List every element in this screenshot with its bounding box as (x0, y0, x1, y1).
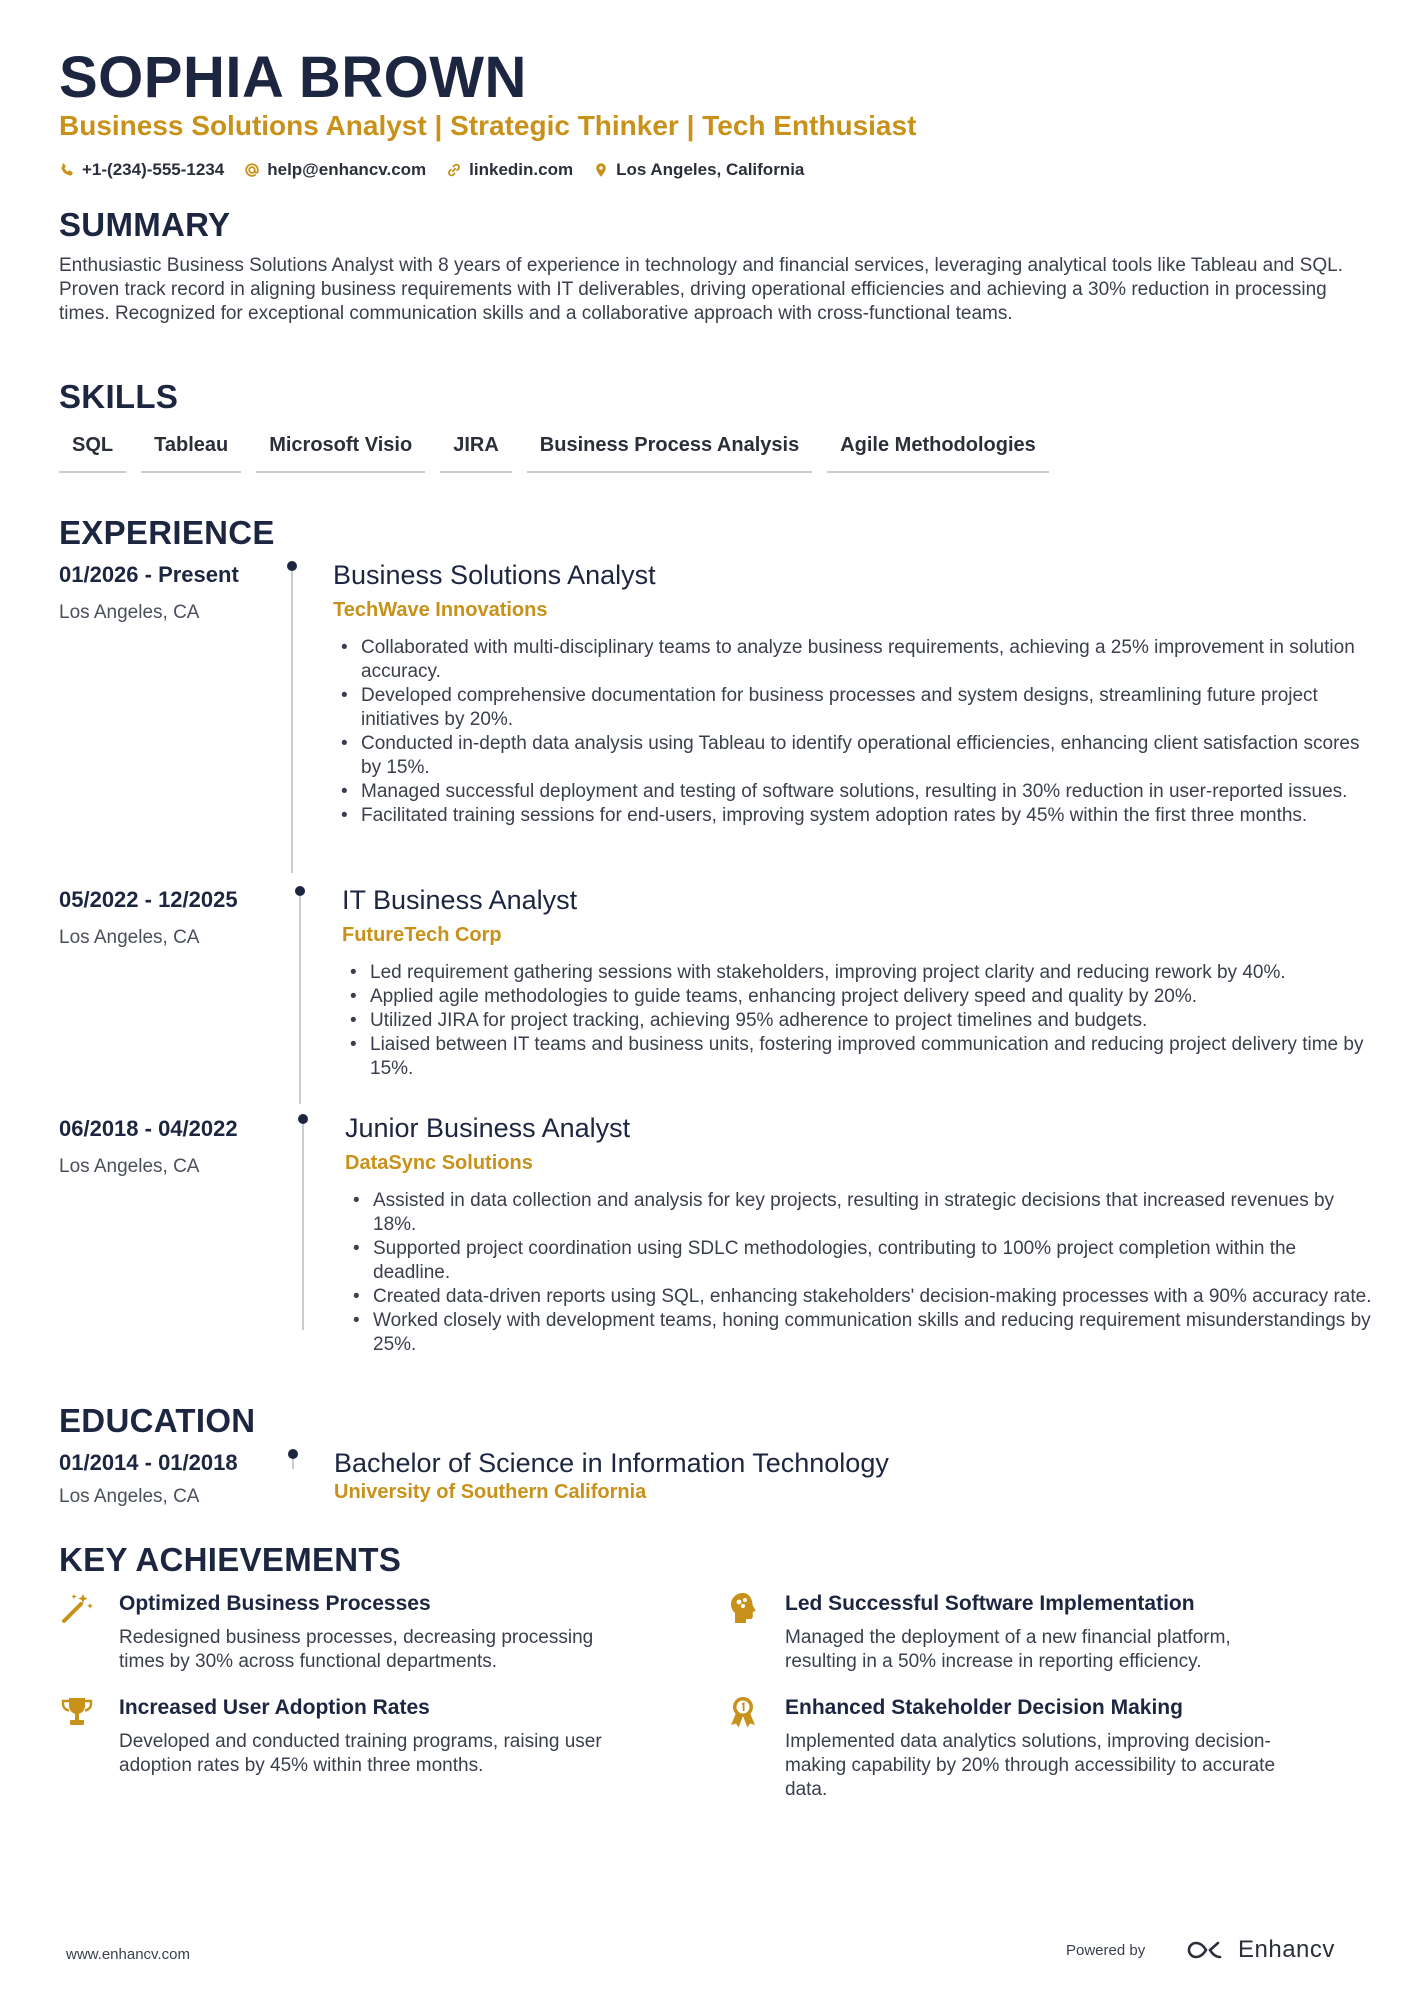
education-details (334, 1448, 1364, 1504)
job-bullet: • Applied agile methodologies to guide teams, enhancing project delivery speed and quality by 20%. (342, 985, 1372, 1009)
enhancv-logo-icon (1186, 1939, 1230, 1961)
job-bullet: • Developed comprehensive documentation for business processes and system designs, streamlining future project initiatives by 20%. (333, 684, 1363, 732)
job-2-meta (59, 887, 289, 949)
job-dates: 05/2022 - 12/2025 (59, 887, 238, 912)
enhancv-logo[interactable] (1186, 1936, 1335, 1964)
job-title: IT Business Analyst (342, 885, 578, 915)
skill-tag: JIRA (440, 434, 512, 473)
job-bullet: • Assisted in data collection and analysis for key projects, resulting in strategic decisions that increased revenues by 18%. (345, 1189, 1375, 1237)
job-bullet: • Supported project coordination using SDLC methodologies, contributing to 100% project completion within the deadline. (345, 1237, 1375, 1285)
summary-text: Enthusiastic Business Solutions Analyst with 8 years of experience in technology and financial services, leveraging analytical tools like Tableau and SQL. Proven track record in aligning business requirements with IT deliverables, driving operational efficiencies and achieving a 30% reduction in processing times. Recognized for exceptional communication skills and a collaborative approach with cross-functional teams. (59, 255, 1343, 324)
award-ribbon-icon (725, 1694, 761, 1730)
candidate-name: SOPHIA BROWN (59, 45, 527, 110)
job-bullets (342, 961, 1372, 1081)
job-bullet: • Utilized JIRA for project tracking, achieving 95% adherence to project timelines and budgets. (342, 1009, 1372, 1033)
job-bullet: • Collaborated with multi-disciplinary teams to analyze business requirements, achieving a 25% improvement in solution accuracy. (333, 636, 1363, 684)
achievement-desc: Developed and conducted training programs, raising user adoption rates by 45% within three months. (119, 1731, 602, 1776)
head-brain-icon (725, 1590, 761, 1626)
job-location: Los Angeles, CA (59, 1156, 200, 1177)
timeline-line (291, 571, 293, 873)
contact-phone-text: +1-(234)-555-1234 (82, 160, 225, 179)
job-title: Junior Business Analyst (345, 1113, 631, 1143)
contact-email[interactable] (244, 160, 426, 180)
job-company: FutureTech Corp (342, 924, 502, 946)
enhancv-logo-text: Enhancv (1238, 1936, 1335, 1963)
job-bullet: • Conducted in-depth data analysis using Tableau to identify operational efficiencies, enhancing client satisfaction scores by 15%. (333, 732, 1363, 780)
trophy-icon (59, 1694, 95, 1730)
timeline-dot (298, 1114, 308, 1124)
timeline-line (292, 1459, 294, 1469)
job-company: TechWave Innovations (333, 599, 548, 621)
education-location: Los Angeles, CA (59, 1486, 200, 1507)
job-bullet: • Created data-driven reports using SQL, enhancing stakeholders' decision-making processes with a 90% accuracy rate. (345, 1285, 1375, 1309)
job-title: Business Solutions Analyst (333, 560, 656, 590)
skills-heading: SKILLS (59, 378, 179, 415)
job-dates: 01/2026 - Present (59, 562, 239, 587)
achievement-desc: Implemented data analytics solutions, improving decision-making capability by 20% through accessibility to accurate data. (785, 1731, 1276, 1800)
magic-wand-icon (59, 1590, 95, 1626)
experience-heading: EXPERIENCE (59, 514, 275, 551)
job-bullets (333, 636, 1363, 828)
skill-tag: Microsoft Visio (256, 434, 425, 473)
skills-list (59, 434, 1049, 473)
map-pin-icon (593, 162, 609, 178)
timeline-line (302, 1124, 304, 1330)
timeline-dot (288, 1449, 298, 1459)
contact-location-text: Los Angeles, California (616, 160, 805, 179)
achievement-desc: Managed the deployment of a new financial platform, resulting in a 50% increase in reporting efficiency. (785, 1627, 1231, 1672)
achievements-heading: KEY ACHIEVEMENTS (59, 1541, 402, 1578)
achievement-title: Increased User Adoption Rates (119, 1696, 430, 1719)
at-sign-icon (244, 162, 260, 178)
link-icon (446, 162, 462, 178)
job-bullet: • Led requirement gathering sessions with stakeholders, improving project clarity and reducing rework by 40%. (342, 961, 1372, 985)
job-bullet: • Facilitated training sessions for end-users, improving system adoption rates by 45% within the first three months. (333, 804, 1363, 828)
skill-tag: Business Process Analysis (527, 434, 812, 473)
skill-tag: Agile Methodologies (827, 434, 1049, 473)
achievement-title: Led Successful Software Implementation (785, 1592, 1195, 1615)
job-3-meta (59, 1116, 289, 1178)
job-location: Los Angeles, CA (59, 602, 200, 623)
contact-linkedin[interactable] (446, 160, 573, 180)
summary-heading: SUMMARY (59, 206, 231, 243)
job-1-details (333, 560, 1363, 828)
job-bullets (345, 1189, 1375, 1357)
job-3-details (345, 1113, 1375, 1357)
job-bullet: • Worked closely with development teams, honing communication skills and reducing requirement misunderstandings by 25%. (345, 1309, 1375, 1357)
contact-email-text: help@enhancv.com (267, 160, 427, 179)
timeline-line (299, 896, 301, 1104)
job-2-details (342, 885, 1372, 1081)
education-heading: EDUCATION (59, 1402, 256, 1439)
achievement-title: Enhanced Stakeholder Decision Making (785, 1696, 1183, 1719)
job-dates: 06/2018 - 04/2022 (59, 1116, 238, 1141)
contact-phone (59, 160, 224, 180)
skill-tag: Tableau (141, 434, 241, 473)
skill-tag: SQL (59, 434, 126, 473)
candidate-headline: Business Solutions Analyst | Strategic Thinker | Tech Enthusiast (59, 110, 917, 141)
achievement-title: Optimized Business Processes (119, 1592, 431, 1615)
contact-bar (59, 160, 804, 180)
footer-powered-by: Powered by (1066, 1942, 1146, 1959)
contact-location (593, 160, 804, 180)
education-degree: Bachelor of Science in Information Technology (334, 1448, 889, 1478)
timeline-dot (287, 561, 297, 571)
education-dates: 01/2014 - 01/2018 (59, 1450, 238, 1475)
footer-url[interactable]: www.enhancv.com (66, 1946, 190, 1963)
education-school: University of Southern California (334, 1481, 647, 1503)
contact-linkedin-text: linkedin.com (469, 160, 574, 179)
timeline-dot (295, 886, 305, 896)
job-company: DataSync Solutions (345, 1152, 533, 1174)
phone-icon (59, 162, 75, 178)
education-meta (59, 1450, 289, 1508)
job-1-meta (59, 562, 289, 624)
achievement-desc: Redesigned business processes, decreasing processing times by 30% across functional departments. (119, 1627, 594, 1672)
job-bullet: • Managed successful deployment and testing of software solutions, resulting in 30% reduction in user-reported issues. (333, 780, 1363, 804)
job-location: Los Angeles, CA (59, 927, 200, 948)
job-bullet: • Liaised between IT teams and business units, fostering improved communication and reducing project delivery time by 15%. (342, 1033, 1372, 1081)
